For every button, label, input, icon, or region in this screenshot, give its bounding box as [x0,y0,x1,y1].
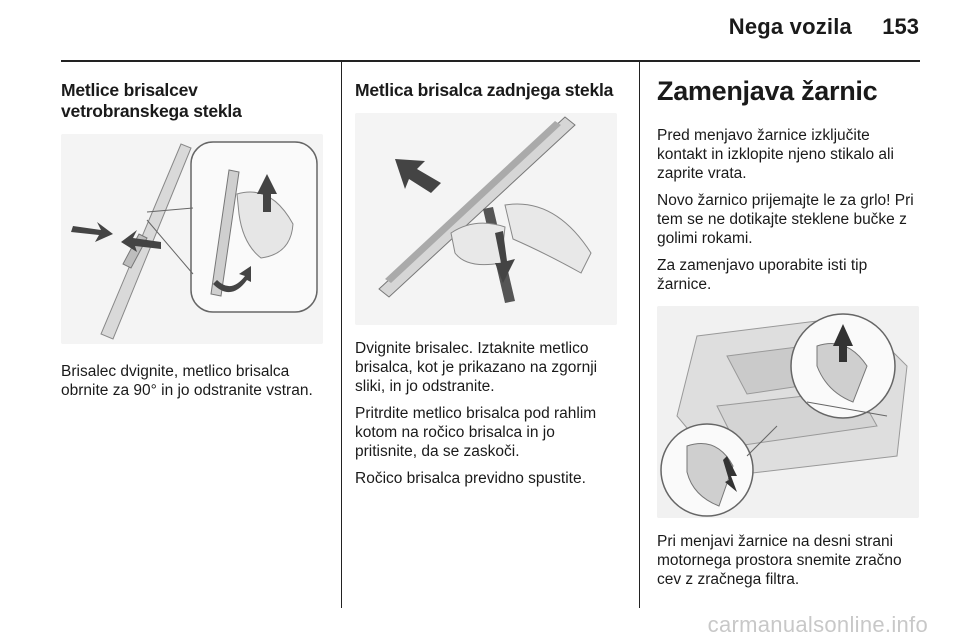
heading-line-1: Metlice brisalcev [61,80,198,100]
paragraph: Brisalec dvignite, metlico brisalca obrnite za 90° in jo odstranite vstran. [61,363,313,399]
rear-wiper-removal-illustration-icon [355,113,617,325]
column-rear-wiper [355,62,617,496]
heading-line-2: vetrobranskega stekla [61,101,242,121]
page-number: 153 [882,14,919,39]
paragraph: Dvignite brisalec. Iztaknite metlico brisalca, kot je prikazano na zgornji sliki, in jo odstranite. [355,340,598,395]
column-divider-2 [639,62,640,608]
column-bulb-replacement [657,62,922,597]
paragraph: Pri menjavi žarnice na desni strani motornega prostora snemite zračno cev z zračnega filtra. [657,533,902,588]
paragraph: Ročico brisalca previdno spustite. [355,470,586,487]
section-heading-windscreen-wipers [61,80,325,122]
engine-bay-bulb-illustration-icon [657,306,919,518]
paragraph: Pred menjavo žarnice izključite kontakt in izklopite njeno stikalo ali zaprite vrata. [657,127,894,182]
paragraph: Pritrdite metlico brisalca pod rahlim kotom na ročico brisalca in jo pritisnite, da se zaskoči. [355,405,597,460]
section-title-bulb-replacement: Zamenjava žarnic [657,76,878,106]
column-windscreen-wipers [61,62,325,408]
wiper-arm-removal-illustration-icon [61,134,323,344]
paragraph: Novo žarnico prijemajte le za grlo! Pri tem se ne dotikajte steklene bučke z golimi rokami. [657,192,914,247]
paragraph: Za zamenjavo uporabite isti tip žarnice. [657,257,868,293]
page-header-title: Nega vozila [728,14,852,39]
watermark: carmanualsonline.info [707,612,928,637]
column-divider-1 [341,62,342,608]
section-heading-rear-wiper: Metlica brisalca zadnjega stekla [355,80,614,100]
